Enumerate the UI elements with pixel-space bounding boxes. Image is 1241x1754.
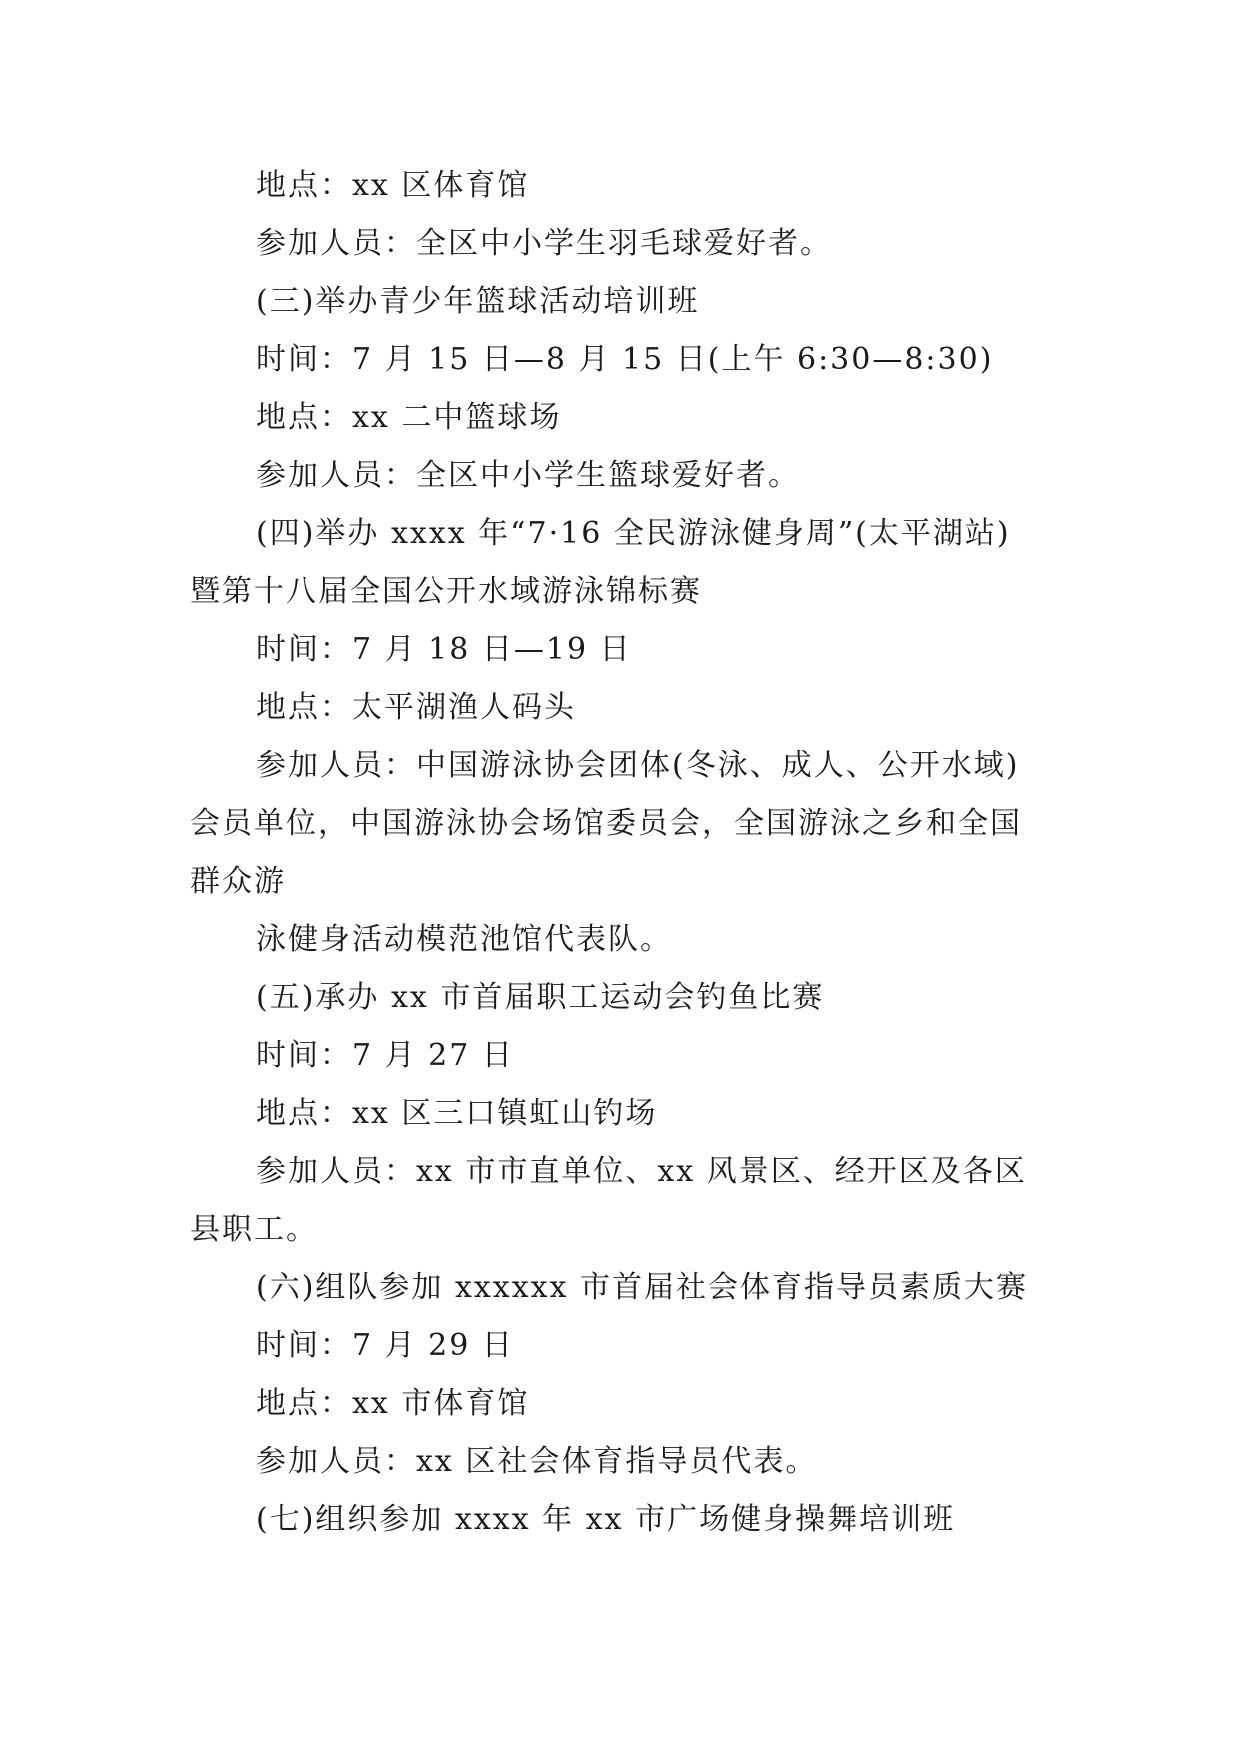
section-heading: (三)举办青少年篮球活动培训班 <box>256 284 700 319</box>
text-line: 地点：xx 市体育馆 <box>256 1386 530 1421</box>
text-line-continuation: 会员单位，中国游泳协会场馆委员会，全国游泳之乡和全国 <box>190 806 1022 841</box>
section-heading: (五)承办 xx 市首届职工运动会钓鱼比赛 <box>256 980 825 1015</box>
text-line: 地点：xx 区三口镇虹山钓场 <box>256 1096 658 1131</box>
text-line-continuation: 群众游 <box>190 864 286 899</box>
text-line: 时间：7 月 18 日—19 日 <box>256 632 632 667</box>
text-line: 地点：太平湖渔人码头 <box>256 690 576 725</box>
text-line: 参加人员：xx 区社会体育指导员代表。 <box>256 1444 818 1479</box>
text-line: 地点：xx 区体育馆 <box>256 168 530 203</box>
section-heading-continuation: 暨第十八届全国公开水域游泳锦标赛 <box>190 574 702 609</box>
text-line: 参加人员：中国游泳协会团体(冬泳、成人、公开水域) <box>256 748 1020 783</box>
text-line: 时间：7 月 29 日 <box>256 1328 514 1363</box>
document-body <box>190 157 1070 1549</box>
text-line-continuation: 县职工。 <box>190 1212 318 1247</box>
text-line: 参加人员：xx 市市直单位、xx 风景区、经开区及各区 <box>256 1154 1027 1189</box>
text-line: 参加人员：全区中小学生篮球爱好者。 <box>256 458 800 493</box>
section-heading: (四)举办 xxxx 年“7·16 全民游泳健身周”(太平湖站) <box>256 516 1011 551</box>
text-line: 地点：xx 二中篮球场 <box>256 400 562 435</box>
text-line: 时间：7 月 27 日 <box>256 1038 514 1073</box>
text-line: 泳健身活动模范池馆代表队。 <box>256 922 672 957</box>
text-line: 时间：7 月 15 日—8 月 15 日(上午 6:30—8:30) <box>256 342 994 377</box>
text-line: 参加人员：全区中小学生羽毛球爱好者。 <box>256 226 832 261</box>
section-heading: (七)组织参加 xxxx 年 xx 市广场健身操舞培训班 <box>256 1502 956 1537</box>
section-heading: (六)组队参加 xxxxxx 市首届社会体育指导员素质大赛 <box>256 1270 1028 1305</box>
